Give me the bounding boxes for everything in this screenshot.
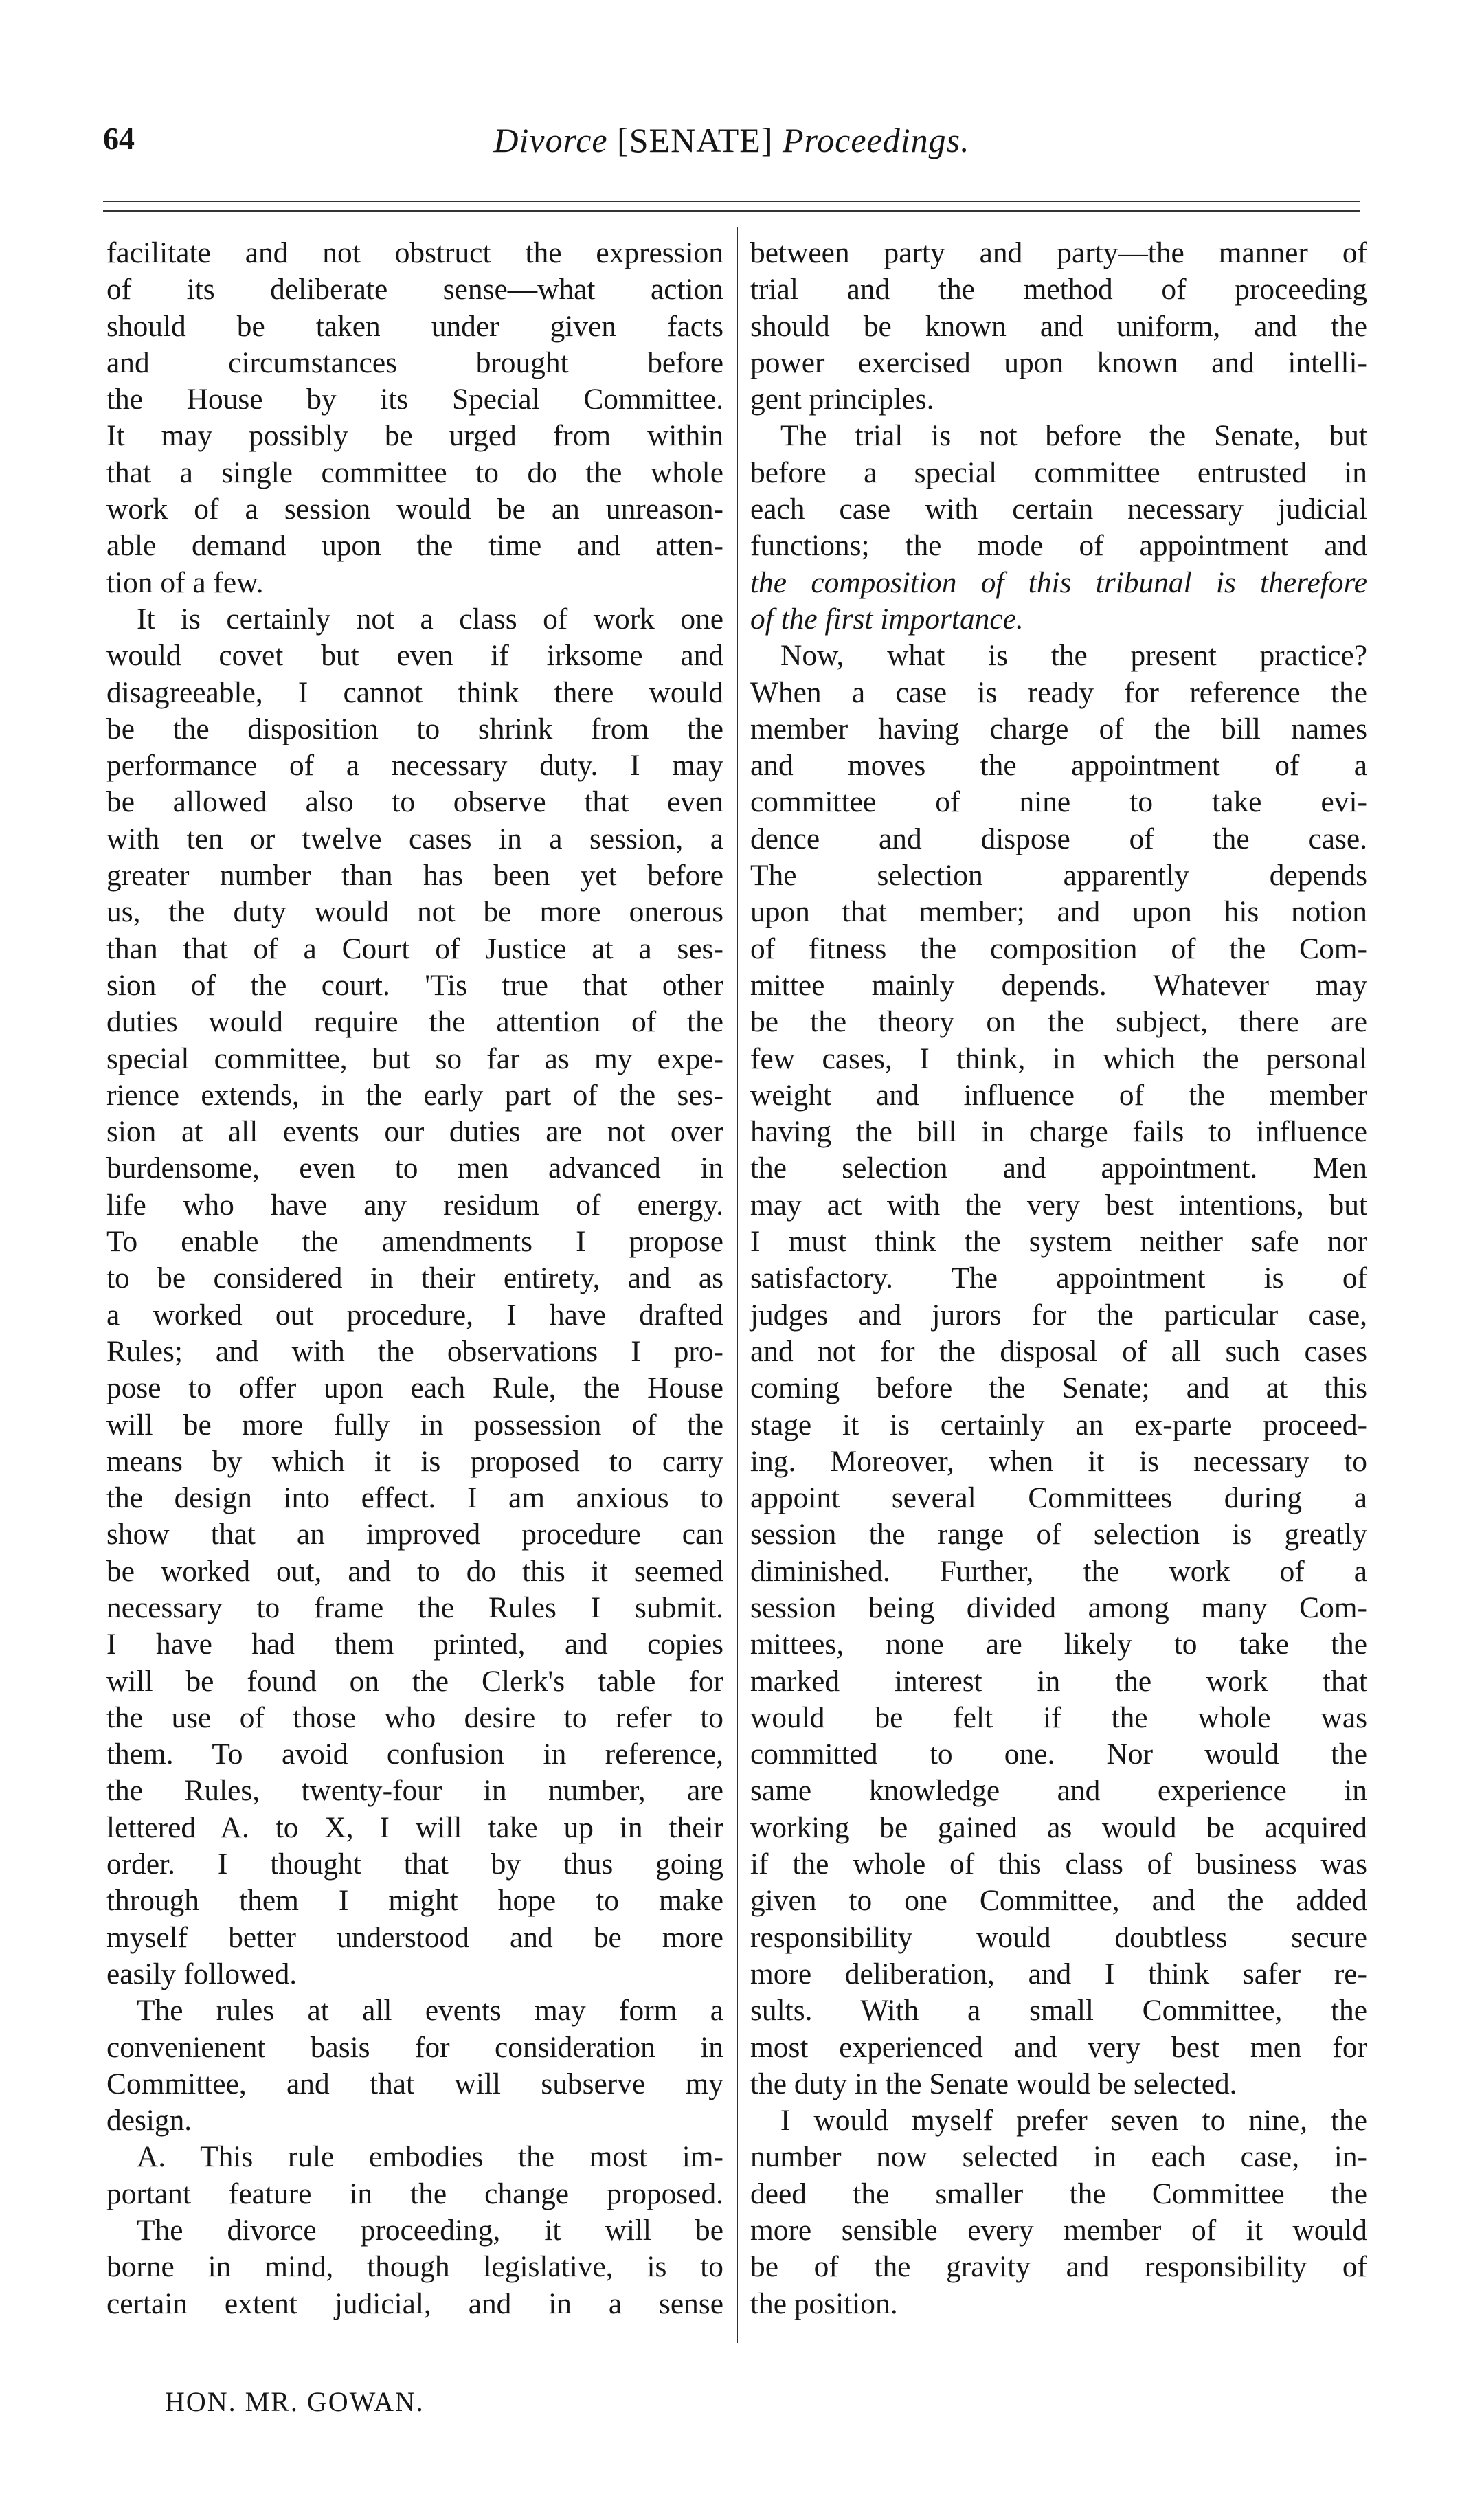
running-title-left: Divorce <box>493 121 608 159</box>
text-line: show that an improved procedure can <box>106 1518 723 1551</box>
text-line: lettered A. to X, I will take up in their <box>106 1810 723 1844</box>
text-line: will be found on the Clerk's table for <box>106 1664 723 1698</box>
text-line: greater number than has been yet before <box>106 859 723 893</box>
text-line: life who have any residum of energy. <box>106 1188 723 1222</box>
text-line: myself better understood and be more <box>106 1920 723 1954</box>
text-line: The rules at all events may form a <box>137 1994 723 2028</box>
text-line: I would myself prefer seven to nine, the <box>780 2104 1367 2137</box>
text-line: session the range of selection is greatly <box>750 1518 1367 1551</box>
text-line: should be known and uniform, and the <box>750 309 1367 343</box>
text-line: having the bill in charge fails to influence <box>750 1115 1367 1149</box>
text-line: should be taken under given facts <box>106 309 723 343</box>
text-line: The selection apparently depends <box>750 859 1367 893</box>
text-line: mittee mainly depends. Whatever may <box>750 968 1367 1002</box>
text-line: I have had them printed, and copies <box>106 1628 723 1661</box>
running-title <box>103 120 1360 160</box>
text-line: same knowledge and experience in <box>750 1774 1367 1808</box>
column-divider <box>737 227 738 2343</box>
text-line: and circumstances brought before <box>106 346 723 379</box>
text-line: sion at all events our duties are not over <box>106 1115 723 1149</box>
text-line: design. <box>106 2104 192 2137</box>
text-line: number now selected in each case, in- <box>750 2140 1367 2174</box>
text-line: to be considered in their entirety, and as <box>106 1261 723 1295</box>
text-line: It may possibly be urged from within <box>106 419 723 453</box>
text-line: facilitate and not obstruct the expression <box>106 236 723 269</box>
text-line: us, the duty would not be more onerous <box>106 895 723 929</box>
text-line: through them I might hope to make <box>106 1884 723 1918</box>
text-line: appoint several Committees during a <box>750 1481 1367 1515</box>
text-line: means by which it is proposed to carry <box>106 1444 723 1478</box>
speaker-footer: HON. MR. GOWAN. <box>165 2386 425 2417</box>
text-line: more deliberation, and I think safer re- <box>750 1957 1367 1990</box>
text-line: sults. With a small Committee, the <box>750 1994 1367 2028</box>
text-line: It is certainly not a class of work one <box>137 602 723 636</box>
text-line: gent principles. <box>750 383 934 416</box>
text-line: trial and the method of proceeding <box>750 273 1367 306</box>
text-line: performance of a necessary duty. I may <box>106 749 723 783</box>
text-line: member having charge of the bill names <box>750 712 1367 745</box>
text-line: be the disposition to shrink from the <box>106 712 723 745</box>
text-line: working be gained as would be acquired <box>750 1810 1367 1844</box>
text-line: Now, what is the present practice? <box>780 639 1367 673</box>
text-line: To enable the amendments I propose <box>106 1225 723 1259</box>
text-line: few cases, I think, in which the personal <box>750 1042 1367 1075</box>
text-line: A. This rule embodies the most im- <box>137 2140 723 2174</box>
text-line: and not for the disposal of all such cases <box>750 1334 1367 1368</box>
text-line: The trial is not before the Senate, but <box>780 419 1367 453</box>
header-rule-top <box>103 201 1360 202</box>
text-line: mittees, none are likely to take the <box>750 1628 1367 1661</box>
text-line: Committee, and that will subserve my <box>106 2067 723 2100</box>
text-line: burdensome, even to men advanced in <box>106 1152 723 1185</box>
text-line: them. To avoid confusion in reference, <box>106 1738 723 1771</box>
text-line: portant feature in the change proposed. <box>106 2177 723 2210</box>
text-line: weight and influence of the member <box>750 1078 1367 1112</box>
text-line: ing. Moreover, when it is necessary to <box>750 1444 1367 1478</box>
text-line: power exercised upon known and intelli- <box>750 346 1367 379</box>
text-line: with ten or twelve cases in a session, a <box>106 822 723 855</box>
text-line: coming before the Senate; and at this <box>750 1371 1367 1405</box>
text-line: I must think the system neither safe nor <box>750 1225 1367 1259</box>
text-line: work of a session would be an unreason- <box>106 493 723 526</box>
text-line: between party and party—the manner of <box>750 236 1367 269</box>
text-line: committee of nine to take evi- <box>750 785 1367 819</box>
text-line: be the theory on the subject, there are <box>750 1005 1367 1039</box>
text-line: duties would require the attention of the <box>106 1005 723 1039</box>
text-line: of the first importance. <box>750 602 1024 636</box>
text-line: and moves the appointment of a <box>750 749 1367 783</box>
running-title-center: [SENATE] <box>617 121 774 159</box>
text-line: Rules; and with the observations I pro- <box>106 1334 723 1368</box>
text-line: deed the smaller the Committee the <box>750 2177 1367 2210</box>
text-line: necessary to frame the Rules I submit. <box>106 1591 723 1624</box>
text-line: The divorce proceeding, it will be <box>137 2214 723 2247</box>
right-column <box>750 235 1367 2322</box>
text-line: borne in mind, though legislative, is to <box>106 2250 723 2284</box>
text-line: easily followed. <box>106 1957 297 1990</box>
text-line: upon that member; and upon his notion <box>750 895 1367 929</box>
page-header <box>103 120 1360 168</box>
left-column <box>106 235 723 2322</box>
text-line: the Rules, twenty-four in number, are <box>106 1774 723 1808</box>
text-line: be of the gravity and responsibility of <box>750 2250 1367 2284</box>
text-line: each case with certain necessary judicial <box>750 493 1367 526</box>
text-line: special committee, but so far as my expe- <box>106 1042 723 1075</box>
text-line: disagreeable, I cannot think there would <box>106 675 723 709</box>
text-line: rience extends, in the early part of the ses- <box>106 1078 723 1112</box>
text-line: sion of the court. 'Tis true that other <box>106 968 723 1002</box>
text-line: dence and dispose of the case. <box>750 822 1367 855</box>
text-line: diminished. Further, the work of a <box>750 1554 1367 1588</box>
text-line: than that of a Court of Justice at a ses- <box>106 932 723 965</box>
text-line: the duty in the Senate would be selected. <box>750 2067 1237 2100</box>
text-line: the position. <box>750 2287 898 2320</box>
text-line: of fitness the composition of the Com- <box>750 932 1367 965</box>
text-line: responsibility would doubtless secure <box>750 1920 1367 1954</box>
text-line: tion of a few. <box>106 565 264 599</box>
text-line: will be more fully in possession of the <box>106 1408 723 1441</box>
text-line: order. I thought that by thus going <box>106 1848 723 1881</box>
text-line: would covet but even if irksome and <box>106 639 723 673</box>
text-line: before a special committee entrusted in <box>750 456 1367 489</box>
text-line: the design into effect. I am anxious to <box>106 1481 723 1515</box>
header-rule-bottom <box>103 210 1360 212</box>
text-line: given to one Committee, and the added <box>750 1884 1367 1918</box>
running-title-right: Proceedings. <box>783 121 970 159</box>
text-line: a worked out procedure, I have drafted <box>106 1298 723 1332</box>
text-line: When a case is ready for reference the <box>750 675 1367 709</box>
text-line: be allowed also to observe that even <box>106 785 723 819</box>
text-line: the selection and appointment. Men <box>750 1152 1367 1185</box>
page-number: 64 <box>103 121 135 156</box>
text-line: pose to offer upon each Rule, the House <box>106 1371 723 1405</box>
text-line: be worked out, and to do this it seemed <box>106 1554 723 1588</box>
text-line: able demand upon the time and atten- <box>106 529 723 563</box>
text-line: the House by its Special Committee. <box>106 383 723 416</box>
text-line: certain extent judicial, and in a sense <box>106 2287 723 2320</box>
text-line: that a single committee to do the whole <box>106 456 723 489</box>
text-line: satisfactory. The appointment is of <box>750 1261 1367 1295</box>
text-line: convenienent basis for consideration in <box>106 2030 723 2064</box>
text-line: would be felt if the whole was <box>750 1701 1367 1734</box>
text-line: committed to one. Nor would the <box>750 1738 1367 1771</box>
text-line: may act with the very best intentions, but <box>750 1188 1367 1222</box>
text-line: if the whole of this class of business was <box>750 1848 1367 1881</box>
text-line: more sensible every member of it would <box>750 2214 1367 2247</box>
text-line: the use of those who desire to refer to <box>106 1701 723 1734</box>
text-line: stage it is certainly an ex-parte proceed- <box>750 1408 1367 1441</box>
text-line: judges and jurors for the particular case, <box>750 1298 1367 1332</box>
text-line: marked interest in the work that <box>750 1664 1367 1698</box>
text-line: session being divided among many Com- <box>750 1591 1367 1624</box>
text-line: functions; the mode of appointment and <box>750 529 1367 563</box>
text-line: of its deliberate sense—what action <box>106 273 723 306</box>
text-line: the composition of this tribunal is therefore <box>750 565 1367 599</box>
text-line: most experienced and very best men for <box>750 2030 1367 2064</box>
